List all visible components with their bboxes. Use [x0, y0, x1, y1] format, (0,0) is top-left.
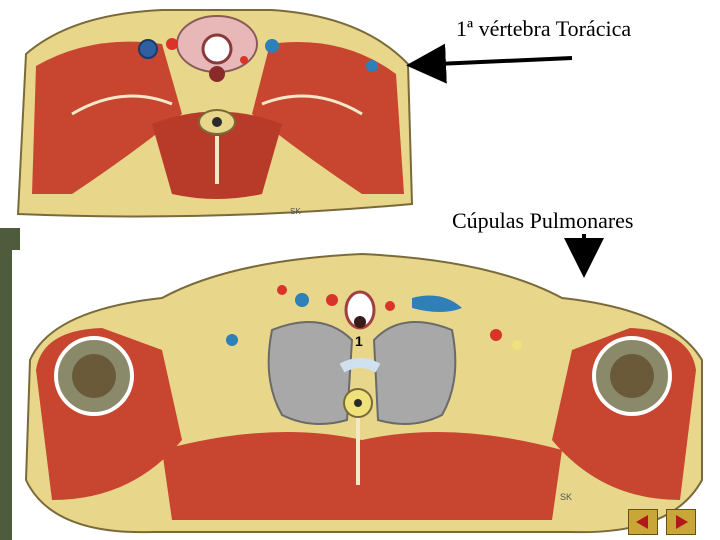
arrow-to-vertebra	[414, 58, 572, 65]
next-slide-button[interactable]	[666, 509, 696, 535]
bottom-signature: SK	[560, 492, 573, 502]
label-pulmonary-cupulae: Cúpulas Pulmonares	[452, 208, 634, 233]
top-cross-section-illustration	[12, 4, 420, 222]
bottom-cross-section-illustration	[12, 250, 712, 540]
triangle-left-icon	[633, 514, 653, 530]
bottom-marker: 1	[355, 333, 363, 349]
label-first-thoracic-vertebra: 1ª vértebra Torácica	[456, 16, 632, 41]
previous-slide-button[interactable]	[628, 509, 658, 535]
triangle-right-icon	[671, 514, 691, 530]
top-signature: SK	[290, 207, 301, 216]
